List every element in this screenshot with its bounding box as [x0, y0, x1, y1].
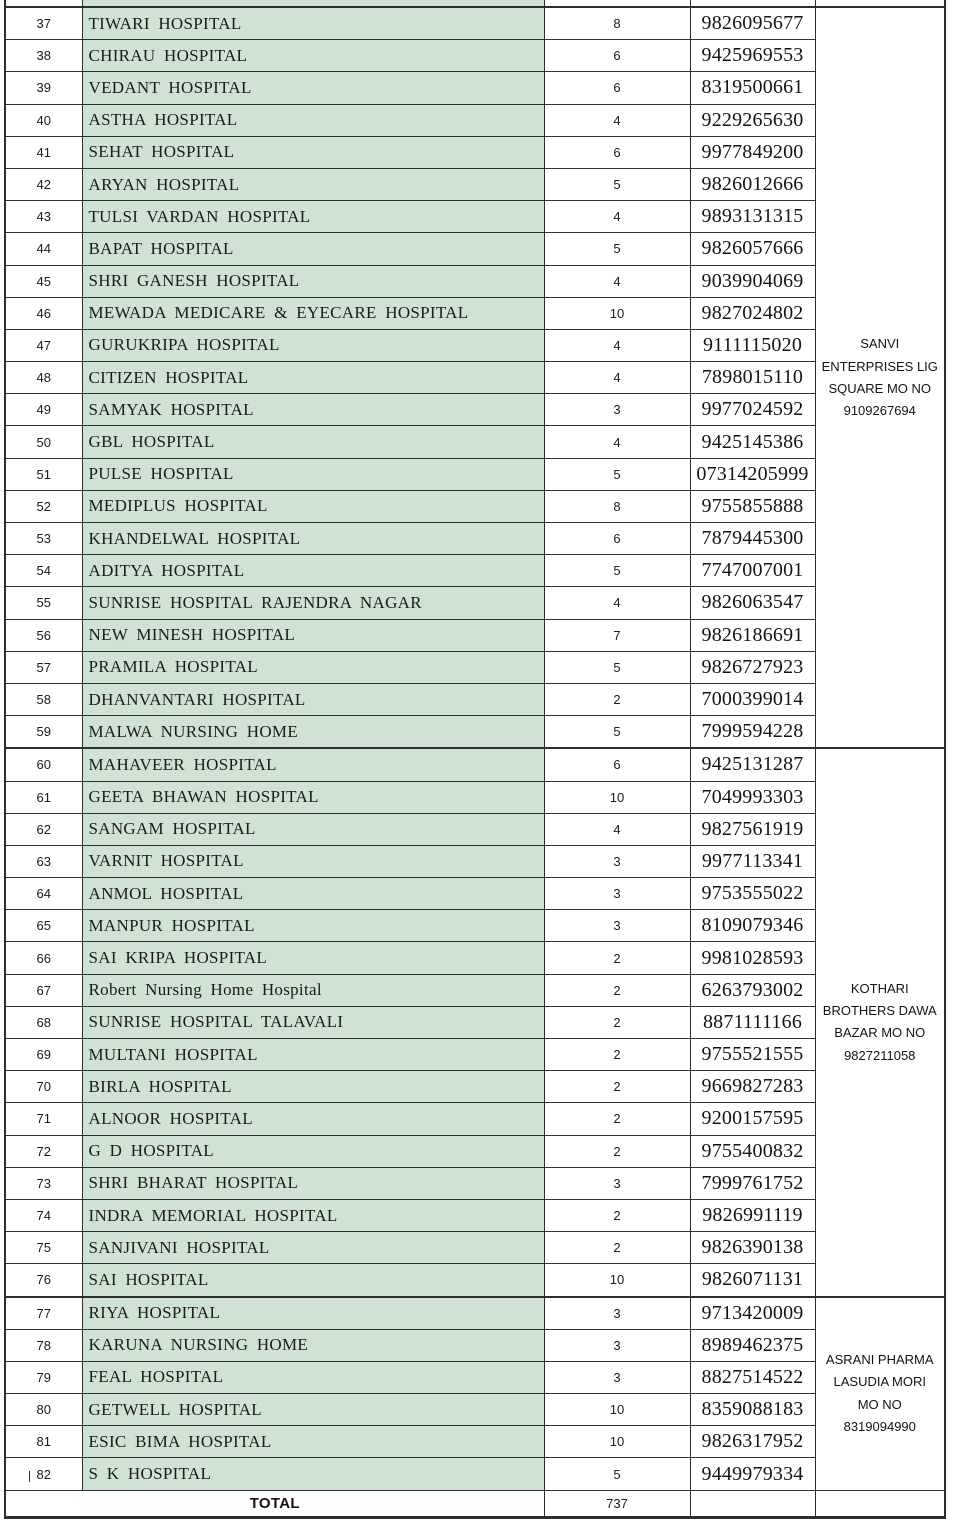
hospital-name-cell: GETWELL HOSPITAL — [82, 1394, 544, 1426]
hospital-name-cell: SHRI GANESH HOSPITAL — [82, 265, 544, 297]
supplier-text-line: BROTHERS DAWA — [822, 1003, 937, 1019]
count-cell: 3 — [544, 1167, 690, 1199]
hospital-row — [5, 426, 945, 458]
hospital-row — [5, 394, 945, 426]
hospital-name-cell: PRAMILA HOSPITAL — [82, 651, 544, 683]
hospital-name-cell: GBL HOSPITAL — [82, 426, 544, 458]
hospital-name-cell: Robert Nursing Home Hospital — [82, 974, 544, 1006]
row-number-cell: 51 — [5, 458, 82, 490]
phone-number-cell: 9826991119 — [690, 1199, 815, 1231]
hospital-row — [5, 1394, 945, 1426]
row-number-cell: 41 — [5, 136, 82, 168]
phone-number-cell: 7879445300 — [690, 523, 815, 555]
hospital-row — [5, 813, 945, 845]
row-number-cell: 75 — [5, 1232, 82, 1264]
hospital-name-cell: SANJIVANI HOSPITAL — [82, 1232, 544, 1264]
hospital-name-cell: RIYA HOSPITAL — [82, 1297, 544, 1330]
row-number-cell: 44 — [5, 233, 82, 265]
row-number-cell: 39 — [5, 72, 82, 104]
row-number-cell: 56 — [5, 619, 82, 651]
hospital-name-cell: GURUKRIPA HOSPITAL — [82, 329, 544, 361]
next-section-column-divider — [29, 1471, 30, 1482]
row-number-cell: 55 — [5, 587, 82, 619]
count-cell: 5 — [544, 458, 690, 490]
phone-number-cell: 9425145386 — [690, 426, 815, 458]
hospital-row — [5, 781, 945, 813]
count-cell: 2 — [544, 1199, 690, 1231]
phone-number-cell: 7049993303 — [690, 781, 815, 813]
hospital-name-cell: ARYAN HOSPITAL — [82, 168, 544, 200]
row-number-cell: 78 — [5, 1329, 82, 1361]
phone-number-cell: 9753555022 — [690, 878, 815, 910]
phone-number-cell: 9826727923 — [690, 651, 815, 683]
row-number-cell: 50 — [5, 426, 82, 458]
phone-number-cell: 7747007001 — [690, 555, 815, 587]
phone-number-cell: 9826186691 — [690, 619, 815, 651]
phone-number-cell: 9977024592 — [690, 394, 815, 426]
phone-number-cell: 9449979334 — [690, 1458, 815, 1490]
hospital-row — [5, 523, 945, 555]
hospital-name-cell: ALNOOR HOSPITAL — [82, 1103, 544, 1135]
hospital-name-cell: ASTHA HOSPITAL — [82, 104, 544, 136]
supplier-text-line: KOTHARI — [850, 981, 909, 997]
phone-number-cell: 8989462375 — [690, 1329, 815, 1361]
hospital-row — [5, 1458, 945, 1490]
hospital-name-cell: MULTANI HOSPITAL — [82, 1039, 544, 1071]
hospital-name-cell: INDRA MEMORIAL HOSPITAL — [82, 1199, 544, 1231]
hospital-name-cell: SAI KRIPA HOSPITAL — [82, 942, 544, 974]
phone-number-cell — [690, 1490, 815, 1517]
row-number-cell: 82 — [5, 1458, 82, 1490]
hospital-row — [5, 1297, 945, 1330]
phone-number-cell: 9111115020 — [690, 329, 815, 361]
count-cell: 10 — [544, 1264, 690, 1297]
count-cell: 4 — [544, 329, 690, 361]
row-number-cell — [5, 0, 82, 7]
hospital-name-cell: G D HOSPITAL — [82, 1135, 544, 1167]
hospital-row — [5, 168, 945, 200]
phone-number-cell: 7999761752 — [690, 1167, 815, 1199]
phone-number-cell: 9826012666 — [690, 168, 815, 200]
phone-number-cell: 9827024802 — [690, 297, 815, 329]
hospital-row — [5, 104, 945, 136]
phone-number-cell: 9826063547 — [690, 587, 815, 619]
count-cell: 6 — [544, 72, 690, 104]
count-cell: 5 — [544, 555, 690, 587]
row-number-cell: 53 — [5, 523, 82, 555]
hospital-name-cell: FEAL HOSPITAL — [82, 1361, 544, 1393]
hospital-name-cell: KHANDELWAL HOSPITAL — [82, 523, 544, 555]
count-cell: 2 — [544, 1039, 690, 1071]
hospital-row — [5, 233, 945, 265]
row-number-cell: 80 — [5, 1394, 82, 1426]
count-cell: 10 — [544, 1426, 690, 1458]
row-number-cell: 68 — [5, 1006, 82, 1038]
count-cell: 3 — [544, 1329, 690, 1361]
hospital-name-cell: CHIRAU HOSPITAL — [82, 40, 544, 72]
count-cell: 6 — [544, 523, 690, 555]
hospital-row — [5, 490, 945, 522]
phone-number-cell: 9669827283 — [690, 1071, 815, 1103]
hospital-row — [5, 878, 945, 910]
row-number-cell: 76 — [5, 1264, 82, 1297]
phone-number-cell: 8109079346 — [690, 910, 815, 942]
supplier-text-line: LASUDIA MORI — [833, 1374, 926, 1390]
phone-number-cell — [690, 0, 815, 7]
phone-number-cell: 9981028593 — [690, 942, 815, 974]
count-cell: 3 — [544, 845, 690, 877]
phone-number-cell: 9826317952 — [690, 1426, 815, 1458]
count-cell: 5 — [544, 233, 690, 265]
hospital-row — [5, 362, 945, 394]
phone-number-cell: 9425969553 — [690, 40, 815, 72]
hospital-table-body — [5, 0, 945, 1517]
hospital-row — [5, 136, 945, 168]
supplier-text-line: 9827211058 — [844, 1047, 916, 1063]
phone-number-cell: 9755855888 — [690, 490, 815, 522]
row-number-cell: 38 — [5, 40, 82, 72]
hospital-row — [5, 1426, 945, 1458]
hospital-row — [5, 265, 945, 297]
phone-number-cell: 07314205999 — [690, 458, 815, 490]
count-cell: 2 — [544, 683, 690, 715]
count-cell: 2 — [544, 1103, 690, 1135]
phone-number-cell: 7898015110 — [690, 362, 815, 394]
row-number-cell: 64 — [5, 878, 82, 910]
hospital-row — [5, 942, 945, 974]
count-cell: 4 — [544, 587, 690, 619]
row-number-cell: 62 — [5, 813, 82, 845]
hospital-row — [5, 845, 945, 877]
phone-number-cell: 8359088183 — [690, 1394, 815, 1426]
row-number-cell: 46 — [5, 297, 82, 329]
row-number-cell: 81 — [5, 1426, 82, 1458]
phone-number-cell: 9977113341 — [690, 845, 815, 877]
hospital-row — [5, 297, 945, 329]
row-number-cell: 79 — [5, 1361, 82, 1393]
count-cell: 4 — [544, 265, 690, 297]
row-number-cell: 57 — [5, 651, 82, 683]
hospital-row — [5, 748, 945, 781]
count-cell: 3 — [544, 878, 690, 910]
hospital-name-cell: MALWA NURSING HOME — [82, 716, 544, 749]
hospital-row — [5, 1329, 945, 1361]
hospital-name-cell: KARUNA NURSING HOME — [82, 1329, 544, 1361]
hospital-row — [5, 974, 945, 1006]
total-count-cell: 737 — [544, 1490, 690, 1517]
phone-number-cell: 9425131287 — [690, 748, 815, 781]
row-number-cell: 58 — [5, 683, 82, 715]
hospital-name-cell: PULSE HOSPITAL — [82, 458, 544, 490]
supplier-cell — [815, 1297, 945, 1491]
row-number-cell: 65 — [5, 910, 82, 942]
hospital-row — [5, 651, 945, 683]
hospital-name-cell: VEDANT HOSPITAL — [82, 72, 544, 104]
hospital-row — [5, 1006, 945, 1038]
hospital-name-cell — [82, 0, 544, 7]
supplier-text-line: SQUARE MO NO — [828, 380, 932, 396]
hospital-row — [5, 40, 945, 72]
row-number-cell: 70 — [5, 1071, 82, 1103]
hospital-row — [5, 1361, 945, 1393]
count-cell: 3 — [544, 394, 690, 426]
hospital-row — [5, 1103, 945, 1135]
count-cell: 4 — [544, 201, 690, 233]
row-number-cell: 40 — [5, 104, 82, 136]
row-number-cell: 54 — [5, 555, 82, 587]
supplier-cell — [815, 0, 945, 7]
row-number-cell: 67 — [5, 974, 82, 1006]
count-cell: 7 — [544, 619, 690, 651]
count-cell: 5 — [544, 716, 690, 749]
count-cell: 2 — [544, 974, 690, 1006]
hospital-name-cell: TULSI VARDAN HOSPITAL — [82, 201, 544, 233]
hospital-row — [5, 910, 945, 942]
hospital-row — [5, 555, 945, 587]
count-cell: 2 — [544, 942, 690, 974]
row-number-cell: 52 — [5, 490, 82, 522]
phone-number-cell: 7000399014 — [690, 683, 815, 715]
count-cell: 3 — [544, 1297, 690, 1330]
hospital-name-cell: SUNRISE HOSPITAL TALAVALI — [82, 1006, 544, 1038]
phone-number-cell: 9977849200 — [690, 136, 815, 168]
count-cell: 2 — [544, 1071, 690, 1103]
row-number-cell: 73 — [5, 1167, 82, 1199]
row-number-cell: 71 — [5, 1103, 82, 1135]
phone-number-cell: 9826071131 — [690, 1264, 815, 1297]
hospital-name-cell: VARNIT HOSPITAL — [82, 845, 544, 877]
phone-number-cell: 9827561919 — [690, 813, 815, 845]
phone-number-cell: 7999594228 — [690, 716, 815, 749]
count-cell: 2 — [544, 1135, 690, 1167]
hospital-name-cell: MEDIPLUS HOSPITAL — [82, 490, 544, 522]
row-number-cell: 48 — [5, 362, 82, 394]
row-number-cell: 60 — [5, 748, 82, 781]
count-cell: 10 — [544, 781, 690, 813]
hospital-name-cell: SHRI BHARAT HOSPITAL — [82, 1167, 544, 1199]
count-cell: 4 — [544, 426, 690, 458]
row-number-cell: 49 — [5, 394, 82, 426]
row-number-cell: 37 — [5, 7, 82, 40]
phone-number-cell: 6263793002 — [690, 974, 815, 1006]
hospital-row — [5, 716, 945, 749]
row-number-cell: 74 — [5, 1199, 82, 1231]
count-cell: 6 — [544, 40, 690, 72]
count-cell: 6 — [544, 136, 690, 168]
row-number-cell: 77 — [5, 1297, 82, 1330]
count-cell: 3 — [544, 1361, 690, 1393]
row-number-cell: 59 — [5, 716, 82, 749]
hospital-name-cell: MEWADA MEDICARE & EYECARE HOSPITAL — [82, 297, 544, 329]
supplier-cell — [815, 748, 945, 1296]
supplier-cell — [815, 1490, 945, 1517]
hospital-name-cell: DHANVANTARI HOSPITAL — [82, 683, 544, 715]
hospital-name-cell: SAMYAK HOSPITAL — [82, 394, 544, 426]
hospital-name-cell: GEETA BHAWAN HOSPITAL — [82, 781, 544, 813]
count-cell: 2 — [544, 1006, 690, 1038]
count-cell: 5 — [544, 651, 690, 683]
supplier-text-line: 8319094990 — [843, 1418, 916, 1434]
hospital-row — [5, 201, 945, 233]
hospital-name-cell: SANGAM HOSPITAL — [82, 813, 544, 845]
count-cell: 10 — [544, 1394, 690, 1426]
count-cell: 5 — [544, 1458, 690, 1490]
phone-number-cell: 9200157595 — [690, 1103, 815, 1135]
hospital-name-cell: SEHAT HOSPITAL — [82, 136, 544, 168]
supplier-text-line: ASRANI PHARMA — [825, 1352, 934, 1368]
hospital-name-cell: BAPAT HOSPITAL — [82, 233, 544, 265]
count-cell — [544, 0, 690, 7]
hospital-name-cell: CITIZEN HOSPITAL — [82, 362, 544, 394]
hospital-name-cell: ADITYA HOSPITAL — [82, 555, 544, 587]
row-number-cell: 66 — [5, 942, 82, 974]
hospital-row — [5, 72, 945, 104]
hospital-name-cell: ESIC BIMA HOSPITAL — [82, 1426, 544, 1458]
phone-number-cell: 9039904069 — [690, 265, 815, 297]
hospital-name-cell: SAI HOSPITAL — [82, 1264, 544, 1297]
row-number-cell: 47 — [5, 329, 82, 361]
phone-number-cell: 9229265630 — [690, 104, 815, 136]
hospital-row — [5, 1199, 945, 1231]
row-number-cell: 63 — [5, 845, 82, 877]
partial-top-row — [5, 0, 945, 7]
total-row — [5, 1490, 945, 1517]
hospital-name-cell: ANMOL HOSPITAL — [82, 878, 544, 910]
hospital-name-cell: BIRLA HOSPITAL — [82, 1071, 544, 1103]
phone-number-cell: 9755521555 — [690, 1039, 815, 1071]
row-number-cell: 61 — [5, 781, 82, 813]
hospital-name-cell: TIWARI HOSPITAL — [82, 7, 544, 40]
hospital-name-cell: S K HOSPITAL — [82, 1458, 544, 1490]
count-cell: 3 — [544, 910, 690, 942]
count-cell: 10 — [544, 297, 690, 329]
phone-number-cell: 8827514522 — [690, 1361, 815, 1393]
count-cell: 4 — [544, 104, 690, 136]
phone-number-cell: 9826390138 — [690, 1232, 815, 1264]
total-label-cell: TOTAL — [5, 1490, 544, 1517]
hospital-name-cell: NEW MINESH HOSPITAL — [82, 619, 544, 651]
phone-number-cell: 9893131315 — [690, 201, 815, 233]
supplier-cell — [815, 7, 945, 748]
phone-number-cell: 9713420009 — [690, 1297, 815, 1330]
hospital-row — [5, 1135, 945, 1167]
phone-number-cell: 8871111166 — [690, 1006, 815, 1038]
supplier-text-line: 9109267694 — [843, 402, 916, 418]
supplier-text-line: MO NO — [857, 1396, 902, 1412]
row-number-cell: 69 — [5, 1039, 82, 1071]
supplier-text-line: BAZAR MO NO — [834, 1025, 926, 1041]
row-number-cell: 72 — [5, 1135, 82, 1167]
supplier-text-line: SANVI — [860, 336, 900, 352]
hospital-row — [5, 458, 945, 490]
count-cell: 5 — [544, 168, 690, 200]
hospital-name-cell: MAHAVEER HOSPITAL — [82, 748, 544, 781]
hospital-row — [5, 1071, 945, 1103]
hospital-row — [5, 587, 945, 619]
count-cell: 4 — [544, 362, 690, 394]
count-cell: 4 — [544, 813, 690, 845]
row-number-cell: 43 — [5, 201, 82, 233]
supplier-text-line: ENTERPRISES LIG — [821, 358, 938, 374]
hospital-row — [5, 329, 945, 361]
hospital-row — [5, 7, 945, 40]
row-number-cell: 42 — [5, 168, 82, 200]
phone-number-cell: 9755400832 — [690, 1135, 815, 1167]
hospital-row — [5, 1264, 945, 1297]
hospital-row — [5, 683, 945, 715]
hospital-row — [5, 1232, 945, 1264]
count-cell: 2 — [544, 1232, 690, 1264]
phone-number-cell: 9826095677 — [690, 7, 815, 40]
hospital-row — [5, 619, 945, 651]
hospital-name-cell: SUNRISE HOSPITAL RAJENDRA NAGAR — [82, 587, 544, 619]
count-cell: 8 — [544, 7, 690, 40]
hospital-name-cell: MANPUR HOSPITAL — [82, 910, 544, 942]
phone-number-cell: 9826057666 — [690, 233, 815, 265]
phone-number-cell: 8319500661 — [690, 72, 815, 104]
count-cell: 6 — [544, 748, 690, 781]
count-cell: 8 — [544, 490, 690, 522]
hospital-list-table — [4, 0, 946, 1519]
row-number-cell: 45 — [5, 265, 82, 297]
hospital-row — [5, 1167, 945, 1199]
hospital-row — [5, 1039, 945, 1071]
